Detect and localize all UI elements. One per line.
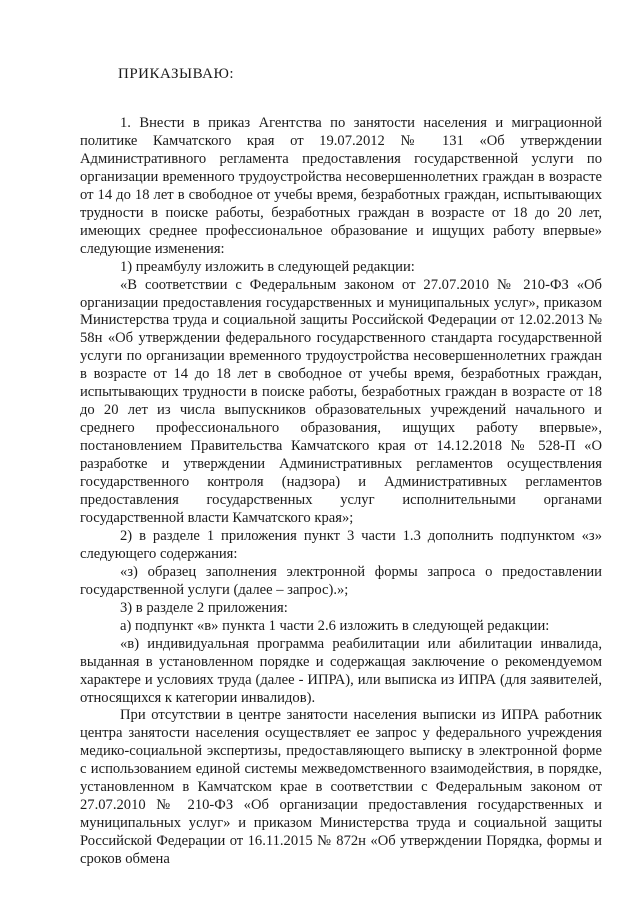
paragraph-subitem-3: 3) в разделе 2 приложения: [120, 599, 288, 616]
paragraph-subitem-2: 2) в разделе 1 приложения пункт 3 части 1.3 дополнить подпунктом «з» следующего содержания: [80, 527, 602, 562]
order-heading: ПРИКАЗЫВАЮ: [118, 66, 235, 82]
paragraph-ipra-request: При отсутствии в центре занятости населения выписки из ИПРА работник центра занятости населения осуществляет ее запрос у федерального учреждения медико-социальной экспертизы, предоставляющего выписку в электронной форме с использованием единой системы межведомственного взаимодействия, в порядке, установленном в Камчатском крае в соответствии с Федеральным законом от 27.07.2010 № 210-ФЗ «Об организации предоставления государственных и муниципальных услуг» и приказом Министерства труда и социальной защиты Российской Федерации от 16.11.2015 № 872н «Об утверждении Порядка, формы и сроков обмена [80, 707, 602, 868]
paragraph-item-1-intro: 1. Внести в приказ Агентства по занятости населения и миграционной политике Камчатского края от 19.07.2012 № 131 «Об утверждении Административного регламента предоставления государственной услуги по организации временного трудоустройства несовершеннолетних граждан в возрасте от 14 до 18 лет в свободное от учебы время, безработных граждан, испытывающих трудности в поиске работы, безработных граждан в возрасте от 18 до 20 лет, имеющих среднее профессиональное образование и ищущих работу впервые» следующие изменения: [80, 115, 602, 257]
document-body [80, 115, 602, 869]
paragraph-subpoint-z: «з) образец заполнения электронной формы запроса о предоставлении государственной услуги (далее – запрос).»; [80, 563, 602, 598]
paragraph-subpoint-a: а) подпункт «в» пункта 1 части 2.6 изложить в следующей редакции: [120, 617, 550, 634]
paragraph-preamble-text: «В соответствии с Федеральным законом от 27.07.2010 № 210-ФЗ «Об организации предоставления государственных и муниципальных услуг», приказом Министерства труда и социальной защиты Российской Федерации от 12.02.2013 № 58н «Об утверждении федерального государственного стандарта государственной услуги по организации временного трудоустройства несовершеннолетних граждан в возрасте от 14 до 18 лет в свободное от учебы время, безработных граждан, испытывающих трудности в поиске работы, безработных граждан в возрасте от 18 до 20 лет из числа выпускников образовательных учреждений начального и среднего профессионального образования, ищущих работу впервые», постановлением Правительства Камчатского края от 14.12.2018 № 528-П «О разработке и утверждении Административных регламентов осуществления государственного контроля (надзора) и Административных регламентов предоставления государственных услуг исполнительными органами государственной власти Камчатского края»; [80, 276, 602, 526]
paragraph-subpoint-v: «в) индивидуальная программа реабилитации или абилитации инвалида, выданная в установленном порядке и содержащая заключение о рекомендуемом характере и условиях труда (далее - ИПРА), или выписка из ИПРА (для заявителей, относящихся к категории инвалидов). [80, 635, 602, 706]
paragraph-subitem-1: 1) преамбулу изложить в следующей редакции: [120, 258, 415, 275]
